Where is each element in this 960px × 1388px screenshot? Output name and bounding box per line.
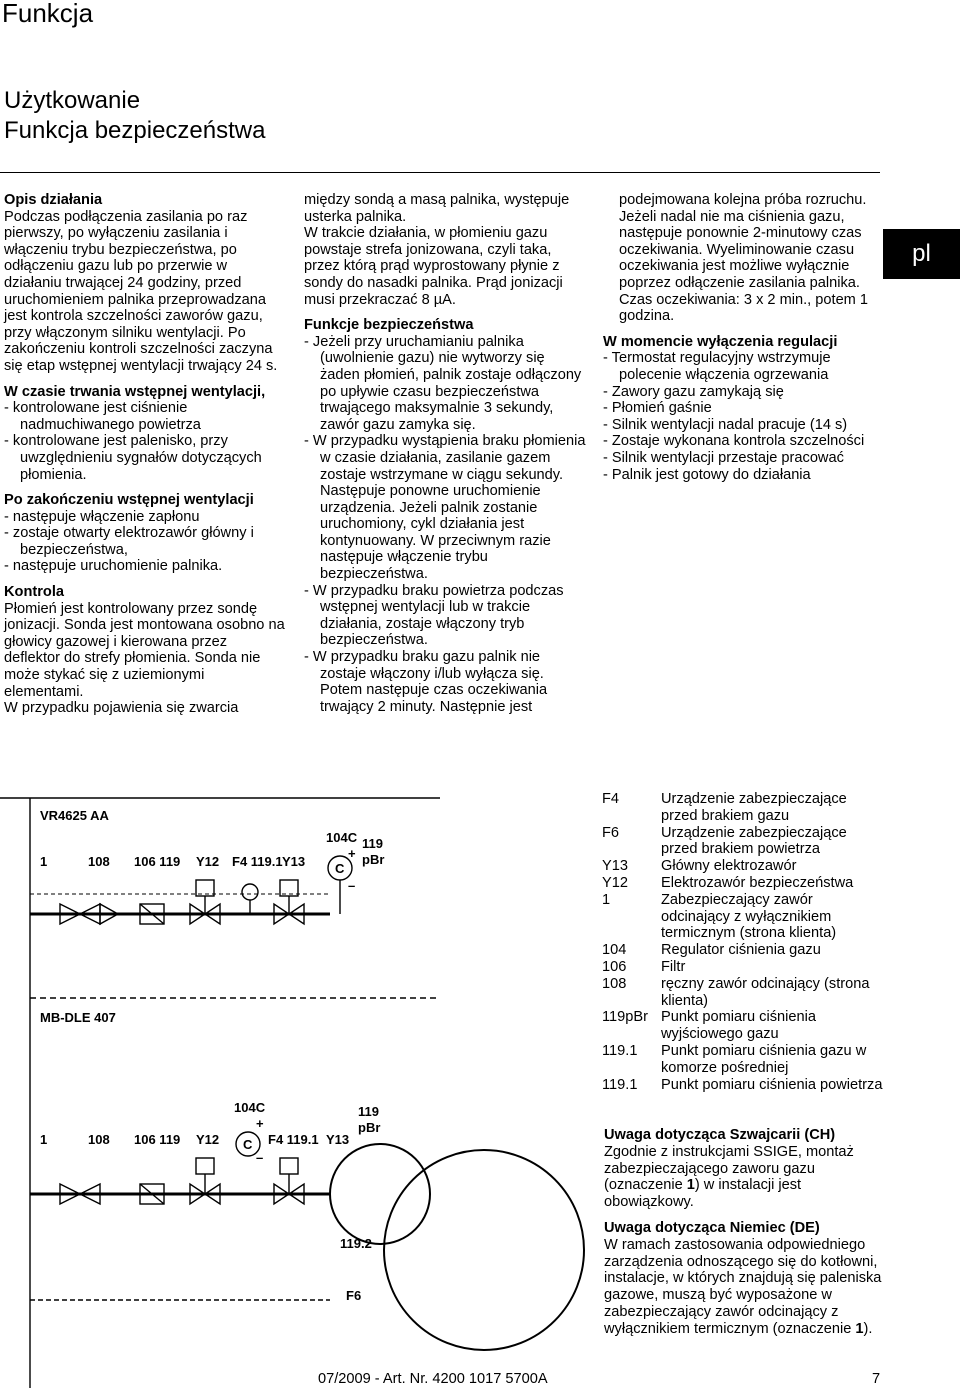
diagram-bottom-title: MB-DLE 407 (40, 1010, 116, 1025)
note-ch-text: Zgodnie z instrukcjami SSIGE, montaż zabezpieczającego zaworu gazu (oznaczenie 1) w instalacji jest obowiązkowy. (604, 1143, 854, 1211)
note-de-title: Uwaga dotycząca Niemiec (DE) (604, 1220, 820, 1236)
diagram-label: 104C (234, 1100, 266, 1115)
gas-train-diagram (0, 780, 600, 1388)
col2-list-item: - W przypadku braku gazu palnik nie zostaje włączony i/lub wyłącza się. Potem następuje czas oczekiwania trwający 2 minuty. Następnie jest (304, 649, 548, 715)
note-ch-title: Uwaga dotycząca Szwajcarii (CH) (604, 1127, 836, 1143)
diagram-label: 1 (40, 854, 48, 869)
legend-row (602, 1009, 884, 1043)
diagram-label: 106 119 (134, 854, 181, 869)
legend-code: F6 (602, 824, 620, 841)
diagram-label: 1 (40, 1132, 48, 1147)
page-title: Funkcja (2, 0, 94, 28)
legend-desc: Urządzenie zabezpieczające przed brakiem gazu (661, 791, 847, 824)
col1-heading-kontrola: Kontrola (4, 584, 64, 601)
section-title-line1: Użytkowanie (4, 87, 141, 114)
legend-desc: Elektrozawór bezpieczeństwa (661, 874, 854, 891)
legend-code: 119.1 (602, 1042, 638, 1059)
diagram-label-1192: 119.2 (340, 1236, 372, 1251)
col1-paragraph-zwarcie: W przypadku pojawienia się zwarcia (4, 700, 239, 717)
legend-code: Y13 (602, 858, 628, 875)
legend-desc: Punkt pomiaru ciśnienia gazu w komorze pośredniej (661, 1042, 867, 1076)
legend (602, 791, 884, 1093)
legend-row (602, 1077, 884, 1094)
diagram-minus: – (256, 1150, 264, 1165)
section-title-line2: Funkcja bezpieczeństwa (4, 117, 266, 144)
col1-list-item: - następuje włączenie zapłonu (4, 508, 200, 525)
burner-small-circle (330, 1144, 430, 1244)
legend-row (602, 858, 884, 875)
col1-paragraph-kontrola: Płomień jest kontrolowany przez sondę jonizacji. Sonda jest montowana osobno na głowicy gazowej i kierowana przez deflektor do strefy płomienia. Sonda nie może stykać się z uziemionymi elementami. (4, 600, 285, 700)
col3-list-item: - Zostaje wykonana kontrola szczelności (603, 433, 865, 450)
legend-desc: Urządzenie zabezpieczające przed brakiem powietrza (661, 824, 847, 858)
note-ch (604, 1127, 886, 1211)
column-2 (304, 192, 586, 715)
diagram-label: F4 119.1 (232, 854, 283, 869)
diagram-label-f6: F6 (346, 1288, 362, 1303)
legend-desc: Główny elektrozawór (661, 858, 797, 875)
legend-code: 108 (602, 975, 627, 992)
diagram-label: F4 119.1 (268, 1132, 319, 1147)
top-valve-y13 (274, 880, 304, 924)
col1-heading-po-wentylacji: Po zakończeniu wstępnej wentylacji (4, 492, 254, 509)
bottom-valve-y13 (274, 1158, 304, 1204)
column-3 (603, 192, 879, 483)
language-badge: pl (883, 229, 960, 279)
section-title (4, 86, 265, 146)
legend-code: F4 (602, 791, 620, 807)
col3-list-item: - Silnik wentylacji nadal pracuje (14 s) (603, 416, 848, 433)
legend-row (602, 825, 884, 859)
legend-desc: Punkt pomiaru ciśnienia wyjściowego gazu (661, 1009, 816, 1043)
legend-code: 119.1 (602, 1076, 638, 1093)
legend-row (602, 892, 884, 942)
col1-list-item: - zostaje otwarty elektrozawór główny i bezpieczeństwa, (4, 525, 254, 558)
diagram-label: 104C (326, 830, 358, 845)
col1-list-item: - następuje uruchomienie palnika. (4, 558, 223, 575)
top-valve-y12 (190, 880, 220, 924)
diagram-label: 108 (88, 1132, 110, 1147)
col1-paragraph-1: Podczas podłączenia zasilania po raz pierwszy, po wyłączeniu zasilania i włączeniu trybu bezpieczeństwa, po odłączeniu gazu lub po przerwie w działaniu trwającej 24 godziny, przed uruchomieniem palnika przeprowadzana jest kontrola szczelności zaworów gazu, przy włączonym silniku wentylacji. Po zakończeniu kontroli szczelności zaczyna się etap wstępnej wentylacji trwający 24 s. (4, 208, 278, 374)
note-de (604, 1220, 886, 1338)
note-de-text: W ramach zastosowania odpowiedniego zarządzenia odnoszącego się do kotłowni, instalacje, w których znajdują się paleniska gazowe, muszą być wyposażone w zabezpieczający zawór odcinający z wyłącznikiem termicznym (oznaczenie 1). (604, 1236, 882, 1337)
diagram-label: C (335, 861, 345, 876)
legend-code: 104 (602, 942, 627, 959)
legend-row (602, 1043, 884, 1077)
legend-row (602, 875, 884, 892)
legend-desc: Filtr (661, 958, 686, 975)
diagram-label: pBr (362, 852, 385, 867)
diagram-label: 119 (362, 836, 383, 851)
legend-code: 106 (602, 958, 627, 975)
col2-list-item: - W przypadku braku powietrza podczas wstępnej wentylacji lub w trakcie działania, zostaje włączony tryb bezpieczeństwa. (304, 582, 564, 649)
col1-heading-opis: Opis działania (4, 192, 103, 208)
col3-heading-wylaczenie: W momencie wyłączenia regulacji (603, 333, 838, 350)
col2-heading-funkcje: Funkcje bezpieczeństwa (304, 317, 474, 334)
legend-desc: Zabezpieczający zawór odcinający z wyłącznikiem termicznym (strona klienta) (661, 891, 837, 942)
legend-row (602, 976, 884, 1010)
col3-list-item: - Płomień gaśnie (603, 400, 712, 417)
column-1 (4, 192, 286, 717)
burner-large-circle (384, 1150, 584, 1350)
diagram-plus: + (256, 1116, 264, 1131)
legend-code: Y12 (602, 874, 628, 891)
col1-heading-wentylacja: W czasie trwania wstępnej wentylacji, (4, 383, 266, 400)
legend-row (602, 959, 884, 976)
legend-code: 119pBr (602, 1009, 648, 1026)
diagram-minus: – (348, 878, 356, 893)
page-number: 7 (872, 1371, 881, 1387)
col3-list-item: - Zawory gazu zamykają się (603, 383, 784, 400)
diagram-label: C (243, 1137, 253, 1152)
diagram-top-title: VR4625 AA (40, 808, 109, 823)
diagram-label: pBr (358, 1120, 381, 1135)
diagram-label: 119 (358, 1104, 379, 1119)
diagram-label: Y13 (326, 1132, 350, 1147)
col2-paragraph-1: między sondą a masą palnika, występuje usterka palnika. (304, 192, 570, 225)
top-switch-f4 (242, 884, 258, 914)
col3-paragraph-1: podejmowana kolejna próba rozruchu. Jeżeli nadal nie ma ciśnienia gazu, następuje ponownie 2-minutowy czas oczekiwania. Wyeliminowanie czasu oczekiwania jest możliwe wyłącznie poprzez odłączenie zasilania palnika. Czas oczekiwania: 3 x 2 min., potem 1 godzina. (619, 192, 869, 325)
col1-list-item: - kontrolowane jest palenisko, przy uwzględnieniu sygnałów dotyczących płomienia. (4, 433, 262, 483)
legend-code: 1 (602, 891, 611, 908)
diagram-label: 108 (88, 854, 110, 869)
legend-row (602, 942, 884, 959)
header-rule (0, 172, 880, 173)
col2-list-item: - W przypadku wystąpienia braku płomienia w czasie działania, zasilanie gazem zostaje wstrzymane w ciągu sekundy. Następuje ponowne uruchomienie urządzenia. Jeżeli palnik zostanie uruchomiony, cykl działania jest kontynuowany. W przeciwnym razie następuje włączenie trybu bezpieczeństwa. (304, 433, 586, 583)
diagram-plus: + (348, 846, 356, 861)
col2-paragraph-2: W trakcie działania, w płomieniu gazu powstaje strefa jonizowana, czyli taka, przez którą prąd wyprostowany płynie z sondy do nasadki palnika. Prąd jonizacji musi przekraczać 8 µA. (304, 225, 563, 308)
col3-list-item: - Palnik jest gotowy do działania (603, 466, 811, 483)
col2-list-item: - Jeżeli przy uruchamianiu palnika (uwolnienie gazu) nie wytworzy się żaden płomień, palnik zostaje odłączony po upływie czasu bezpieczeństwa trwającego maksymalnie 3 sekundy, zawór gazu zamyka się. (304, 333, 582, 433)
legend-desc: ręczny zawór odcinający (strona klienta) (661, 975, 870, 1009)
diagram-label: Y12 (196, 854, 220, 869)
diagram-label: Y13 (282, 854, 306, 869)
diagram-label: Y12 (196, 1132, 220, 1147)
legend-row (602, 791, 884, 825)
bottom-valve-y12 (190, 1158, 220, 1204)
col3-list-item: - Termostat regulacyjny wstrzymuje polecenie włączenia ogrzewania (603, 350, 831, 383)
legend-desc: Punkt pomiaru ciśnienia powietrza (661, 1076, 883, 1093)
footer-article-number: 07/2009 - Art. Nr. 4200 1017 5700A (318, 1371, 548, 1387)
col1-list-item: - kontrolowane jest ciśnienie nadmuchiwanego powietrza (4, 400, 201, 433)
col3-list-item: - Silnik wentylacji przestaje pracować (603, 449, 844, 466)
diagram-label: 106 119 (134, 1132, 181, 1147)
legend-desc: Regulator ciśnienia gazu (661, 942, 821, 959)
